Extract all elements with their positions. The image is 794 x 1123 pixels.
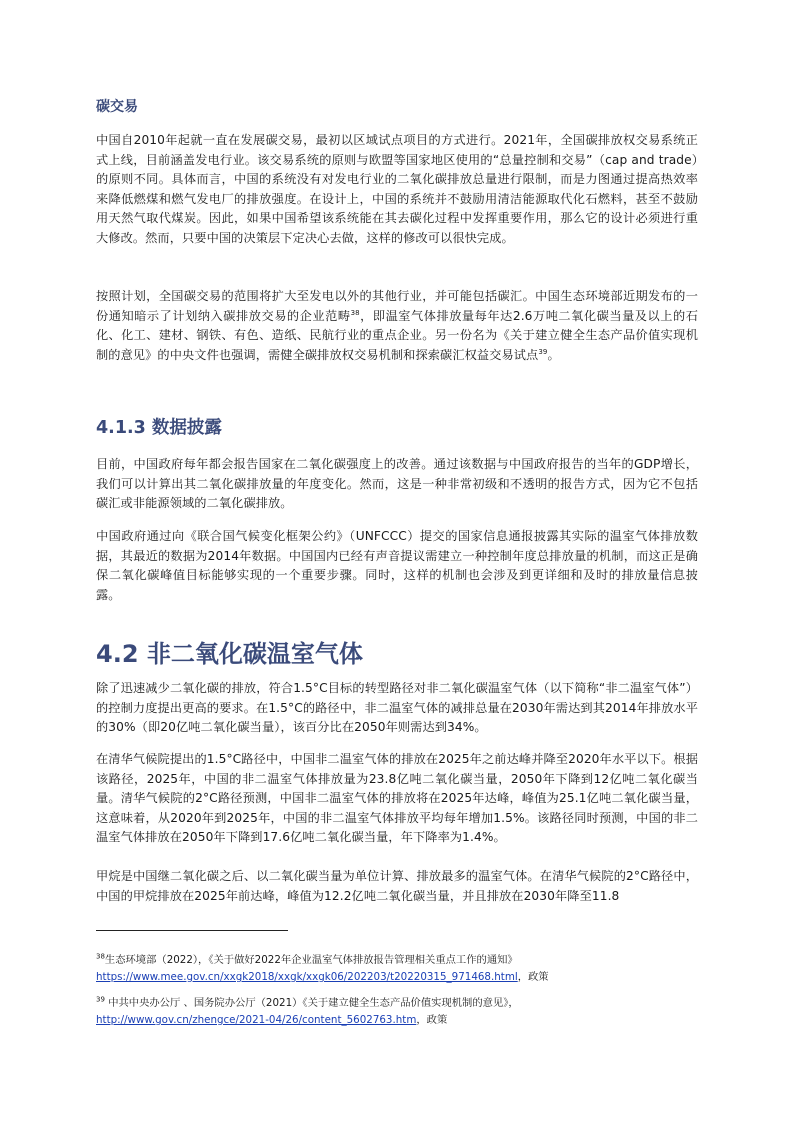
section-heading-non-co2: 4.2 非二氧化碳温室气体 [96, 640, 363, 668]
section-heading-data-disclosure: 4.1.3 数据披露 [96, 418, 222, 438]
footnote-link[interactable]: https://www.mee.gov.cn/xxgk2018/xxgk/xxgk06/202203/t20220315_971468.html [96, 971, 518, 983]
footnote-text: 生态环境部（2022），《关于做好2022年企业温室气体排放报告管理相关重点工作的通知》 [104, 954, 518, 966]
footnote [96, 995, 698, 1029]
footnote-suffix: ，政策 [416, 1014, 448, 1026]
text-run: 按照计划，全国碳交易的范围将扩大至发电以外的其他行业，并可能包括碳汇。中国生态环境部近期发布的一份通知暗示了计划纳入碳排放交易的企业范畴 [96, 289, 698, 323]
paragraph: 在清华气候院提出的1.5°C路径中，中国非二温室气体的排放在2025年之前达峰并降至2020年水平以下。根据该路径，2025年，中国的非二温室气体排放量为23.8亿吨二氧化碳当量，2050年下降到12亿吨二氧化碳当量。清华气候院的2°C路径预测，中国非二温室气体的排放将在2025年达峰，峰值为25.1亿吨二氧化碳当量，这意味着，从2020年到2025年，中国的非二温室气体排放平均每年增加1.5%。该路径同时预测，中国的非二温室气体排放在2050年下降到17.6亿吨二氧化碳当量，年下降率为1.4%。 [96, 752, 698, 845]
footnote-divider [96, 930, 288, 931]
text-run: 。 [547, 347, 560, 362]
paragraph: 中国自2010年起就一直在发展碳交易，最初以区域试点项目的方式进行。2021年，全国碳排放权交易系统正式上线，目前涵盖发电行业。该交易系统的原则与欧盟等国家地区使用的“总量控制和交易”（cap and trade）的原则不同。具体而言，中国的系统没有对发电行业的二氧化碳排放总量进行限制，而是力图通过提高热效率来降低燃煤和燃气发电厂的排放强度。在设计上，中国的系统并不鼓励用清洁能源取代化石燃料，甚至不鼓励用天然气取代煤炭。因此，如果中国希望该系统能在其去碳化过程中发挥重要作用，那么它的设计必须进行重大修改。然而，只要中国的决策层下定决心去做，这样的修改可以很快完成。 [96, 133, 698, 245]
paragraph: 中国政府通过向《联合国气候变化框架公约》（UNFCCC）提交的国家信息通报披露其实际的温室气体排放数据，其最近的数据为2014年数据。中国国内已经有声音提议需建立一种控制年度总排放量的机制，而这正是确保二氧化碳峰值目标能够实现的一个重要步骤。同时，这样的机制也会涉及到更详细和及时的排放量信息披露。 [96, 529, 698, 602]
footnote-text: 中共中央办公厅 、国务院办公厅（2021）《关于建立健全生态产品价值实现机制的意见》， [104, 997, 519, 1009]
paragraph: 除了迅速减少二氧化碳的排放，符合1.5°C目标的转型路径对非二氧化碳温室气体（以下简称“非二温室气体”）的控制力度提出更高的要求。在1.5°C的路径中，非二温室气体的减排总量在2030年需达到其2014年排放水平的30%（即20亿吨二氧化碳当量），该百分比在2050年则需达到34%。 [96, 681, 698, 735]
paragraph: 目前，中国政府每年都会报告国家在二氧化碳强度上的改善。通过该数据与中国政府报告的当年的GDP增长，我们可以计算出其二氧化碳排放量的年度变化。然而，这是一种非常初级和不透明的报告方式，因为它不包括碳汇或非能源领域的二氧化碳排放。 [96, 457, 698, 511]
paragraph: 甲烷是中国继二氧化碳之后、以二氧化碳当量为单位计算、排放最多的温室气体。在清华气候院的2°C路径中，中国的甲烷排放在2025年前达峰，峰值为12.2亿吨二氧化碳当量，并且排放在2030年降至11.8 [96, 869, 698, 903]
footnote-number: 39 [96, 995, 105, 1004]
footnote-suffix: ，政策 [517, 971, 549, 983]
footnote-number: 38 [96, 952, 105, 961]
footnote [96, 952, 698, 986]
footnote-ref[interactable]: 38 [350, 308, 360, 317]
footnote-link[interactable]: http://www.gov.cn/zhengce/2021-04/26/content_5602763.htm [96, 1014, 417, 1026]
section-heading-carbon-trading: 碳交易 [96, 99, 138, 115]
footnote-ref[interactable]: 39 [538, 347, 548, 356]
text-run: ，即温室气体排放量每年达2.6万吨二氧化碳当量及以上的石化、化工、建材、钢铁、有色、造纸、民航行业的重点企业。另一份名为《关于建立健全生态产品价值实现机制的意见》的中央文件也强调，需健全碳排放权交易机制和探索碳汇权益交易试点 [96, 308, 698, 362]
paragraph [96, 287, 698, 365]
